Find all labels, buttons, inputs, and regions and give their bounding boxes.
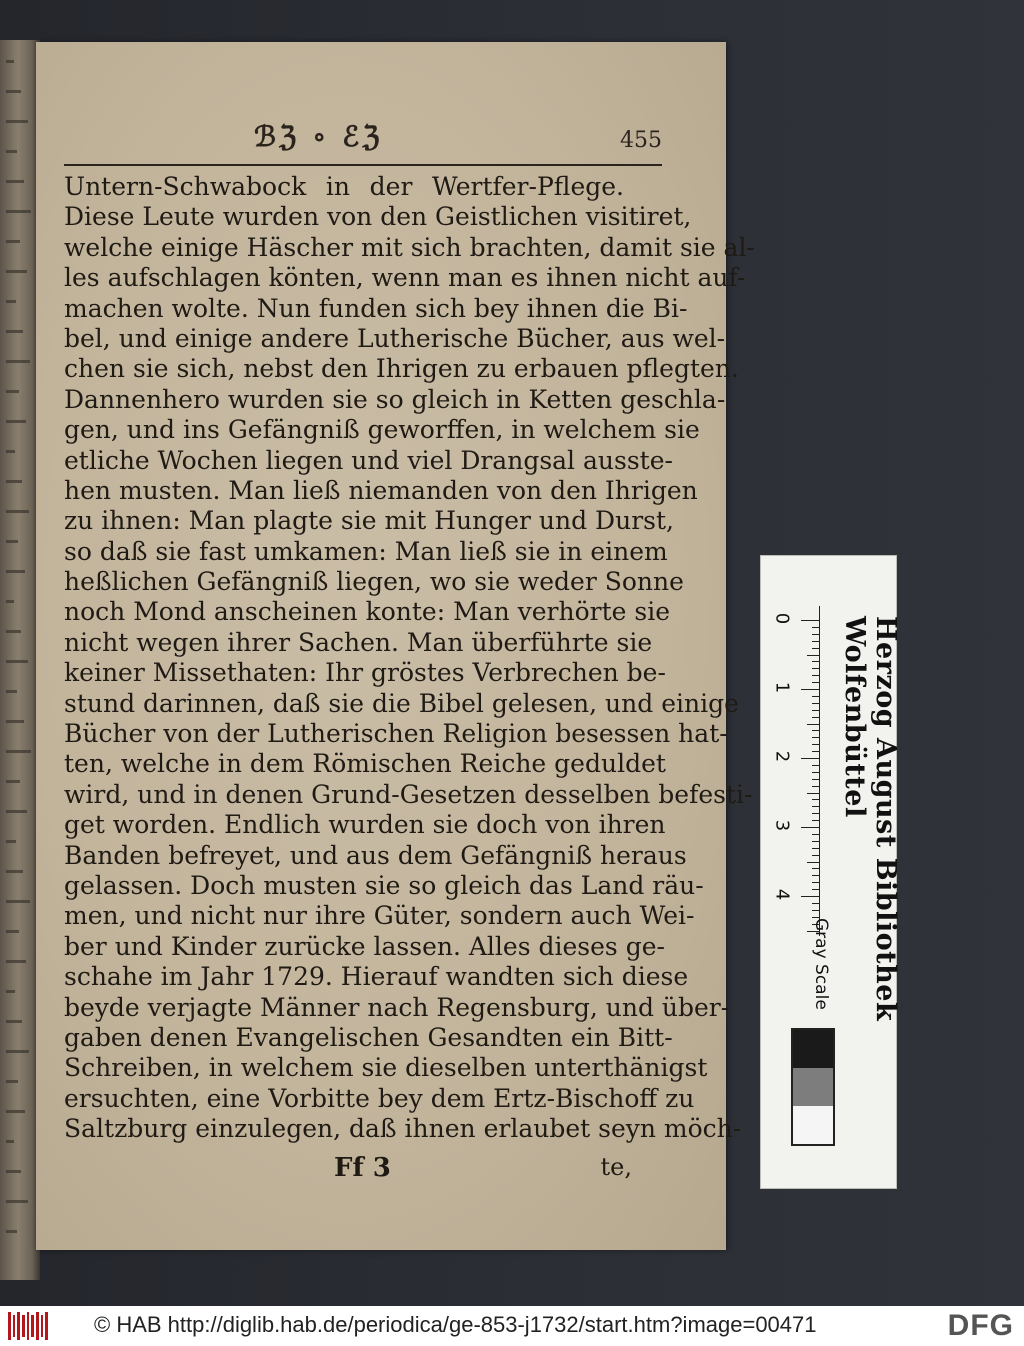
ruler-tick	[812, 751, 819, 752]
hab-logo-icon	[8, 1312, 48, 1340]
text-line: heßlichen Gefängniß liegen, wo sie weder Sonne	[64, 567, 684, 597]
edge-text-fragment	[6, 780, 20, 783]
ruler-tick	[807, 724, 819, 725]
edge-text-fragment	[6, 1110, 25, 1113]
dfg-logo: DFG	[947, 1309, 1014, 1342]
edge-text-fragment	[6, 1020, 22, 1023]
ruler-tick	[812, 868, 819, 869]
text-line: stund darinnen, daß sie die Bibel gelesen, und einige	[64, 688, 739, 718]
text-line: Bücher von der Lutherischen Religion besessen hat-	[64, 719, 728, 749]
ruler-tick	[812, 813, 819, 814]
edge-text-fragment	[6, 750, 31, 753]
text-line: so daß sie fast umkamen: Man ließ sie in einem	[64, 536, 668, 566]
ruler-tick	[801, 896, 819, 897]
ruler-tick	[812, 710, 819, 711]
ruler-tick	[812, 717, 819, 718]
edge-text-fragment	[6, 840, 16, 843]
edge-text-fragment	[6, 570, 25, 573]
text-line: etliche Wochen liegen und viel Drangsal ausste-	[64, 445, 673, 475]
edge-text-fragment	[6, 1140, 14, 1143]
gray-swatch-dark	[793, 1030, 833, 1068]
ruler-tick	[812, 820, 819, 821]
ruler-tick	[812, 799, 819, 800]
source-link[interactable]: © HAB http://diglib.hab.de/periodica/ge-853-j1732/start.htm?image=00471	[94, 1312, 817, 1337]
catchword: te,	[600, 1152, 632, 1181]
gray-scale-label: Gray Scale	[811, 918, 831, 1010]
ruler-tick	[812, 889, 819, 890]
ruler-tick	[812, 875, 819, 876]
text-line: get worden. Endlich wurden sie doch von ihren	[64, 810, 666, 840]
text-line: Banden befreyet, und aus dem Gefängniß heraus	[64, 840, 687, 870]
ruler-tick	[801, 689, 819, 690]
ruler-tick	[812, 661, 819, 662]
edge-text-fragment	[6, 90, 21, 93]
ruler-tick	[812, 627, 819, 628]
text-line: les aufschlagen könten, wenn man es ihnen nicht auf-	[64, 263, 746, 293]
edge-text-fragment	[6, 150, 17, 153]
header-ornament: ℬℨ ∘ ℰℨ	[254, 120, 383, 153]
ruler-tick	[812, 696, 819, 697]
edge-text-fragment	[6, 270, 27, 273]
text-line: Diese Leute wurden von den Geistlichen visitiret,	[64, 202, 692, 232]
edge-text-fragment	[6, 1230, 17, 1233]
text-line: welche einige Häscher mit sich brachten, damit sie al-	[64, 232, 755, 262]
ruler-tick	[812, 668, 819, 669]
edge-text-fragment	[6, 900, 30, 903]
text-line: beyde verjagte Männer nach Regensburg, und über-	[64, 992, 730, 1022]
edge-text-fragment	[6, 540, 18, 543]
ruler-tick	[807, 655, 819, 656]
text-line: bel, und einige andere Lutherische Bücher, aus wel-	[64, 323, 726, 353]
ruler-number: 0	[771, 612, 793, 625]
ruler-tick	[812, 786, 819, 787]
edge-text-fragment	[6, 60, 14, 63]
edge-text-fragment	[6, 630, 21, 633]
color-scale-card	[760, 555, 901, 1189]
ruler-tick	[812, 841, 819, 842]
ruler-tick	[807, 793, 819, 794]
edge-text-fragment	[6, 690, 17, 693]
text-line: Saltzburg einzulegen, daß ihnen erlaubet seyn möch-	[64, 1114, 742, 1144]
ruler-tick	[812, 848, 819, 849]
ruler-tick	[801, 620, 819, 621]
ruler-tick	[812, 641, 819, 642]
ruler-tick	[812, 806, 819, 807]
text-line: gen, und ins Gefängniß geworffen, in welchem sie	[64, 415, 700, 445]
gray-swatch-light	[793, 1106, 833, 1144]
ruler-tick	[812, 910, 819, 911]
edge-text-fragment	[6, 450, 15, 453]
edge-text-fragment	[6, 930, 19, 933]
ruler-tick	[801, 758, 819, 759]
text-line: hen musten. Man ließ niemanden von den Ihrigen	[64, 475, 698, 505]
edge-text-fragment	[6, 1200, 28, 1203]
text-line: Untern-Schwabock in der Wertfer-Pflege.	[64, 172, 624, 201]
edge-text-fragment	[6, 300, 16, 303]
edge-text-fragment	[6, 360, 30, 363]
ruler-tick	[812, 703, 819, 704]
signature-mark: Ff 3	[334, 1152, 391, 1183]
text-line: machen wolte. Nun funden sich bey ihnen die Bi-	[64, 293, 688, 323]
edge-text-fragment	[6, 1080, 18, 1083]
text-line: gaben denen Evangelischen Gesandten ein Bitt-	[64, 1022, 673, 1052]
edge-text-fragment	[6, 180, 24, 183]
book-page	[36, 42, 755, 1250]
text-line: men, und nicht nur ihre Güter, sondern auch Wei-	[64, 901, 695, 931]
ruler-number: 1	[771, 681, 793, 694]
ruler-number: 4	[771, 888, 793, 901]
edge-text-fragment	[6, 720, 24, 723]
ruler-tick	[812, 675, 819, 676]
page-foot	[64, 1153, 662, 1193]
text-line: wird, und in denen Grund-Gesetzen desselben befesti-	[64, 779, 753, 809]
viewer-footer	[0, 1306, 1024, 1346]
edge-text-fragment	[6, 870, 23, 873]
text-line: Dannenhero wurden sie so gleich in Ketten geschla-	[64, 384, 726, 414]
ruler-tick	[812, 779, 819, 780]
edge-text-fragment	[6, 990, 15, 993]
text-line: gelassen. Doch musten sie so gleich das Land räu-	[64, 870, 704, 900]
edge-text-fragment	[6, 810, 27, 813]
ruler-tick	[812, 855, 819, 856]
ruler-tick	[812, 903, 819, 904]
edge-text-fragment	[6, 420, 26, 423]
edge-text-fragment	[6, 240, 20, 243]
edge-text-fragment	[6, 600, 14, 603]
ruler-tick	[812, 682, 819, 683]
edge-text-fragment	[6, 960, 26, 963]
ruler-tick	[812, 834, 819, 835]
ruler-tick	[812, 882, 819, 883]
edge-text-fragment	[6, 210, 31, 213]
text-line: keiner Missethaten: Ihr gröstes Verbrechen be-	[64, 658, 666, 688]
running-head	[64, 120, 662, 166]
text-line: ber und Kinder zurücke lassen. Alles dieses ge-	[64, 931, 665, 961]
ruler-tick	[807, 862, 819, 863]
library-name: Herzog August Bibliothek Wolfenbüttel	[839, 616, 901, 1022]
edge-text-fragment	[6, 330, 23, 333]
text-line: zu ihnen: Man plagte sie mit Hunger und Durst,	[64, 506, 674, 536]
ruler-tick	[812, 744, 819, 745]
ruler-tick	[812, 772, 819, 773]
ruler-number: 3	[771, 819, 793, 832]
ruler-number: 2	[771, 750, 793, 763]
edge-text-fragment	[6, 1170, 21, 1173]
edge-text-fragment	[6, 480, 22, 483]
ruler-tick	[801, 827, 819, 828]
gray-scale-swatches	[791, 1028, 835, 1146]
text-line: nicht wegen ihrer Sachen. Man überführte sie	[64, 627, 653, 657]
ruler-tick	[812, 634, 819, 635]
adjacent-page-edge	[0, 40, 40, 1280]
ruler-tick	[812, 737, 819, 738]
edge-text-fragment	[6, 660, 28, 663]
page-text	[64, 172, 755, 1145]
page-number: 455	[620, 128, 662, 153]
gray-swatch-mid	[793, 1068, 833, 1106]
ruler-tick	[812, 765, 819, 766]
text-line: ersuchten, eine Vorbitte bey dem Ertz-Bischoff zu	[64, 1083, 695, 1113]
edge-text-fragment	[6, 510, 29, 513]
edge-text-fragment	[6, 390, 19, 393]
edge-text-fragment	[6, 120, 28, 123]
text-line: schahe im Jahr 1729. Hierauf wandten sich diese	[64, 962, 689, 992]
edge-text-fragment	[6, 1050, 29, 1053]
text-line: noch Mond anscheinen konte: Man verhörte sie	[64, 597, 671, 627]
text-line: Schreiben, in welchem sie dieselben unterthänigst	[64, 1053, 708, 1083]
text-line: ten, welche in dem Römischen Reiche geduldet	[64, 749, 666, 779]
ruler-tick	[812, 730, 819, 731]
ruler-tick	[812, 648, 819, 649]
text-line: chen sie sich, nebst den Ihrigen zu erbauen pflegten.	[64, 354, 739, 384]
